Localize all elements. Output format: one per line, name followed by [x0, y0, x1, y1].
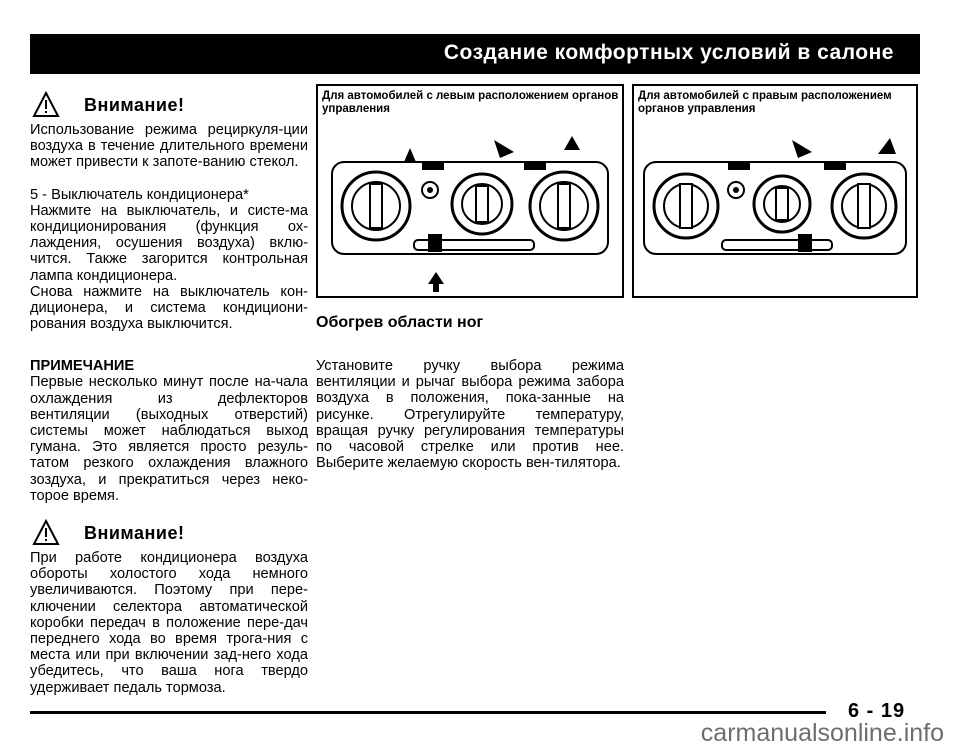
- section-text: Установите ручку выбора режима вентиляции и рычаг выбора режима забора воздуха в положения, пока-занные на рисунке. Отрегулируйте температуру, вращая ручку регулирования температуры по часовой стрелке или против нее. Выберите желаемую скорость вен-тилятора.: [316, 358, 624, 472]
- item5-text: Нажмите на выключатель, и систе-ма кондиционирования (функция ох-лаждения, осушения воздуха) вклю-чится. Также загорится контрольная лампа кондиционера.: [30, 202, 308, 284]
- warning-title-1: Внимание!: [84, 94, 185, 115]
- warning-heading-1: [30, 88, 308, 122]
- item5-text-off: Снова нажмите на выключатель кон-диционера, и система кондициони-рования воздуха выключится.: [30, 283, 308, 333]
- watermark: carmanualsonline.info: [700, 719, 944, 747]
- warning-text-2: При работе кондиционера воздуха обороты холостого хода немного увеличиваются. Поэтому при пере-ключении селектора автоматической коробки передач в положение пере-дач переднего хода во время трога-ния с места или при включении зад-него хода убедитесь, что ваша нога твердо удерживает педаль тормоза.: [30, 550, 308, 696]
- footer-rule: [30, 711, 826, 714]
- warning-triangle-icon: [32, 519, 60, 547]
- section-title: Обогрев области ног: [316, 314, 484, 331]
- warning-heading-2: [30, 516, 308, 550]
- note-title: ПРИМЕЧАНИЕ: [30, 358, 135, 375]
- climate-control-panel-illustration: [634, 134, 916, 294]
- figure-caption-right: Для автомобилей с правым расположением органов управления: [638, 90, 892, 115]
- left-column: [30, 88, 308, 696]
- figure-left-hand-drive: [316, 84, 624, 298]
- page-number: 6 - 19: [848, 700, 906, 722]
- climate-control-panel-illustration: [318, 134, 622, 294]
- warning-title-2: Внимание!: [84, 522, 185, 543]
- header-bar: [30, 34, 920, 74]
- item5-heading: 5 - Выключатель кондиционера*: [30, 186, 249, 203]
- warning-triangle-icon: [32, 91, 60, 119]
- page-title: Создание комфортных условий в салоне: [443, 41, 894, 64]
- figure-caption-left: Для автомобилей с левым расположением органов управления: [322, 90, 619, 115]
- figure-right-hand-drive: [632, 84, 918, 298]
- right-column: [632, 84, 918, 298]
- note-text: Первые несколько минут после на-чала охлаждения из дефлекторов вентиляции (выходных отверстий) системы может наблюдаться выход гумана. Это является просто резуль-татом резкого охлаждения влажного зоздуха, и прекратиться через неко-торое время.: [30, 374, 308, 504]
- warning-text-1: Использование режима рециркуля-ции воздуха в течение длительного времени может привести к запоте-ванию стекол.: [30, 122, 308, 171]
- middle-column: [316, 84, 624, 471]
